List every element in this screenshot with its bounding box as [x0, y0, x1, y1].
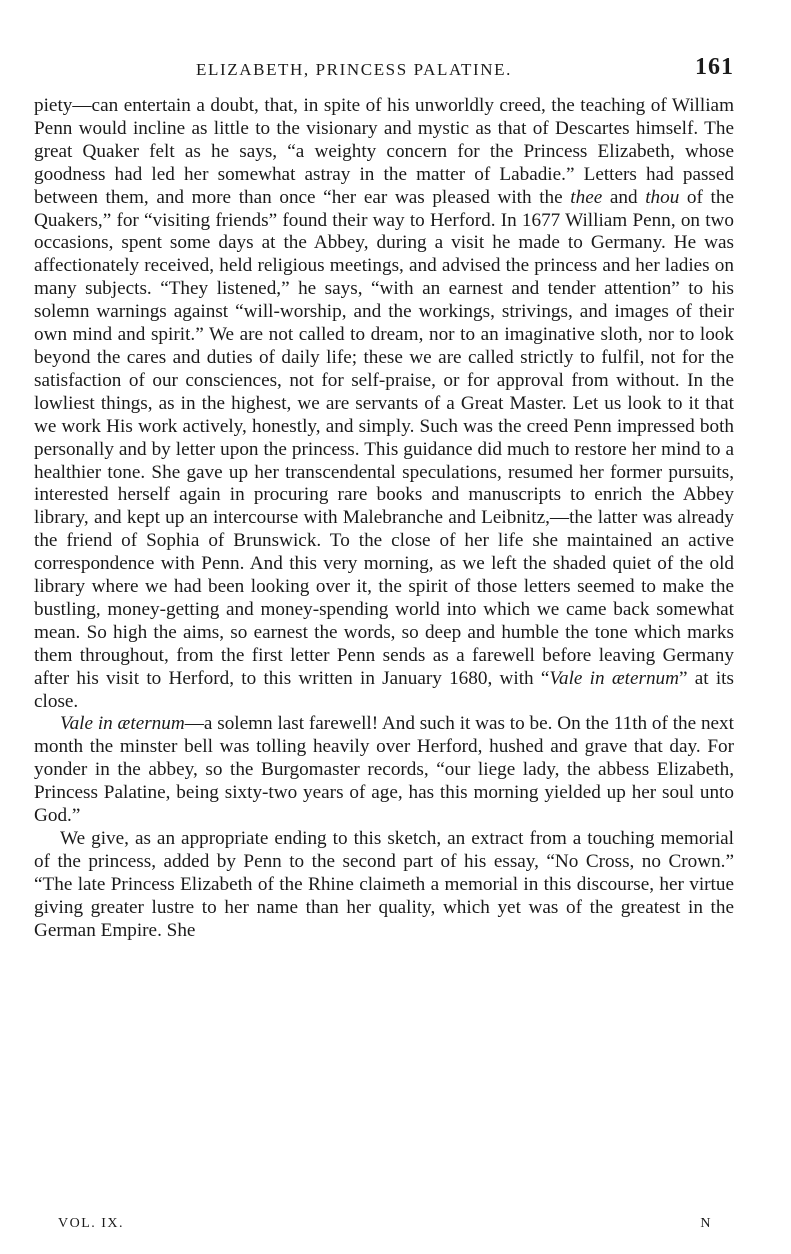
text-run: piety—can entertain a doubt, that, in spite of his unworldly creed, the teaching of William Penn would incline as little to the visionary and mystic as that of Descartes himself. The great Quaker felt as he says, “a weighty concern for the Princess Elizabeth, whose goodness had led her somewhat astray in the matter of Labadie.” Letters had passed between them, and more than once “her ear was pleased with the [34, 95, 734, 208]
text-run: and [602, 186, 646, 208]
italic-text: thee [570, 186, 603, 208]
running-title: ELIZABETH, PRINCESS PALATINE. [196, 60, 512, 79]
page-number: 161 [695, 54, 734, 80]
volume-label: VOL. IX. [58, 1216, 125, 1231]
italic-text: Vale in æternum [60, 713, 185, 735]
text-run: of the Quakers,” for “visiting friends” found their way to Herford. In 1677 William Penn, on two occasions, spent some days at the Abbey, during a visit he made to Germany. He was affectionately received, held religious meetings, and advised the princess and her ladies on many subjects. “They listened,” he says, “with an earnest and tender attention” to his solemn warnings against “will-worship, and the workings, strivings, and images of their own mind and spirit.” We are not called to dream, nor to an imaginative sloth, nor to look beyond the cares and duties of daily life; these we are called strictly to fulfil, not for the satisfaction of our consciences, not for self-praise, or for approval from without. In the lowliest things, as in the highest, we are servants of a Great Master. Let us look to it that we work His work actively, honestly, and simply. Such was the creed Penn impressed both personally and by letter upon the princess. This guidance did much to restore her mind to a healthier tone. She gave up her transcendental speculations, resumed her former pursuits, interested herself again in procuring rare books and manuscripts to enrich the Abbey library, and kept up an intercourse with Malebranche and Leibnitz,—the latter was already the friend of Sophia of Brunswick. To the close of her life she maintained an active correspondence with Penn. And this very morning, as we left the shaded quiet of the old library where we had been looking over it, the spirit of those letters seemed to make the bustling, money-getting and money-spending world into which we came back somewhat mean. So high the aims, so earnest the words, so deep and humble the tone which marks them throughout, from the first letter Penn sends as a farewell before leaving Germany after his visit to Herford, to this written in January 1680, with “ [34, 186, 734, 689]
text-run: We give, as an appropriate ending to this sketch, an extract from a touching memorial of the princess, added by Penn to the second part of his essay, “No Cross, no Crown.” “The late Princess Elizabeth of the Rhine claimeth a memorial in this discourse, her virtue giving greater lustre to her name than her quality, which yet was of the greatest in the German Empire. She [34, 828, 734, 941]
text-run: ” at its close. [34, 667, 734, 712]
paragraph-2 [34, 713, 734, 828]
paragraph-3 [34, 828, 734, 943]
signature-mark: N [700, 1216, 712, 1231]
page-footer [58, 1216, 718, 1240]
paragraph-1 [34, 95, 734, 713]
text-run: —a solemn last farewell! And such it was to be. On the 11th of the next month the minster bell was tolling heavily over Herford, hushed and grave that day. For yonder in the abbey, so the Burgomaster records, “our liege lady, the abbess Elizabeth, Princess Palatine, being sixty-two years of age, has this morning yielded up her soul unto God.” [34, 713, 734, 827]
italic-text: thou [645, 186, 680, 208]
running-head [34, 54, 734, 84]
body-text [34, 95, 734, 943]
italic-text: Vale in æternum [549, 667, 679, 689]
